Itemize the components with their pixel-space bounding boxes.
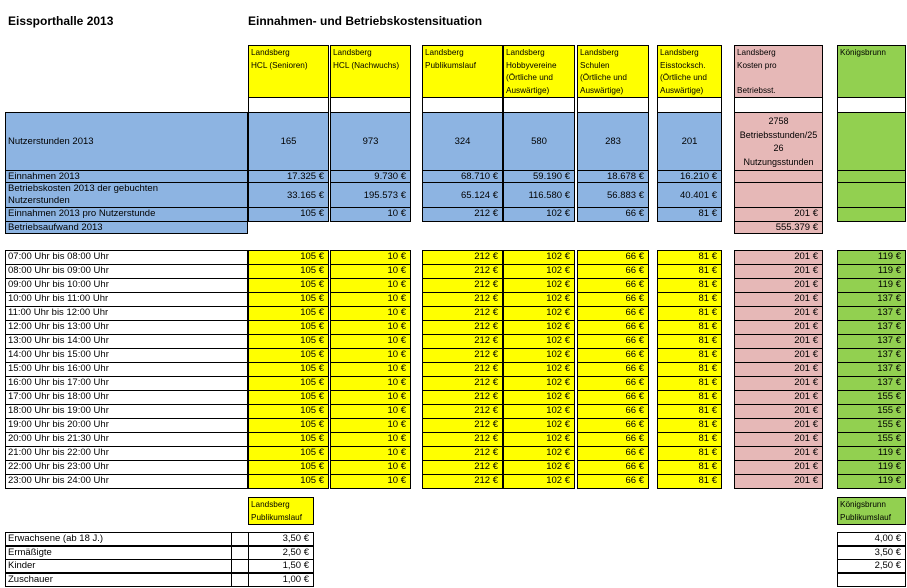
hour-value: 10 €	[330, 432, 411, 447]
hour-label: 11:00 Uhr bis 12:00 Uhr	[5, 306, 248, 321]
price-label: Erwachsene (ab 18 J.)	[5, 532, 232, 546]
hour-kosten: 201 €	[734, 446, 823, 461]
hour-value: 66 €	[577, 278, 649, 293]
hour-label: 07:00 Uhr bis 08:00 Uhr	[5, 250, 248, 265]
hour-value: 10 €	[330, 348, 411, 363]
hour-value: 212 €	[422, 306, 503, 321]
row-label-betriebskosten: Betriebskosten 2013 der gebuchten Nutzerstunden	[5, 182, 248, 208]
hour-label: 14:00 Uhr bis 15:00 Uhr	[5, 348, 248, 363]
hour-koenigsbrunn: 137 €	[837, 320, 906, 335]
einnahmen-value: 16.210 €	[657, 170, 722, 183]
hour-value: 105 €	[248, 348, 329, 363]
hour-koenigsbrunn: 119 €	[837, 278, 906, 293]
hour-value: 102 €	[503, 348, 575, 363]
hour-value: 81 €	[657, 278, 722, 293]
hour-value: 105 €	[248, 418, 329, 433]
hour-value: 212 €	[422, 264, 503, 279]
pro-stunde-value: 102 €	[503, 207, 575, 222]
hour-value: 105 €	[248, 390, 329, 405]
hour-value: 10 €	[330, 334, 411, 349]
hour-koenigsbrunn: 119 €	[837, 474, 906, 489]
column-header: Königsbrunn	[837, 45, 906, 98]
nutzerstunden-value: 283	[577, 112, 649, 171]
pro-stunde-value: 10 €	[330, 207, 411, 222]
hour-value: 105 €	[248, 278, 329, 293]
hour-value: 66 €	[577, 432, 649, 447]
column-header: Landsberg HCL (Nachwuchs)	[330, 45, 411, 98]
hour-value: 105 €	[248, 446, 329, 461]
hour-value: 81 €	[657, 432, 722, 447]
hour-koenigsbrunn: 155 €	[837, 432, 906, 447]
price-gap	[231, 573, 249, 587]
row-label-aufwand: Betriebsaufwand 2013	[5, 221, 248, 234]
hour-value: 105 €	[248, 320, 329, 335]
pro-stunde-value: 81 €	[657, 207, 722, 222]
hour-value: 10 €	[330, 390, 411, 405]
hour-label: 17:00 Uhr bis 18:00 Uhr	[5, 390, 248, 405]
hour-kosten: 201 €	[734, 320, 823, 335]
hour-value: 66 €	[577, 334, 649, 349]
hour-value: 212 €	[422, 474, 503, 489]
column-header: Landsberg Hobbyvereine (Örtliche und Auswärtige)	[503, 45, 575, 98]
hour-value: 212 €	[422, 250, 503, 265]
hour-kosten: 201 €	[734, 432, 823, 447]
hour-value: 102 €	[503, 446, 575, 461]
hour-koenigsbrunn: 119 €	[837, 264, 906, 279]
hour-value: 102 €	[503, 292, 575, 307]
hour-value: 10 €	[330, 376, 411, 391]
hour-value: 105 €	[248, 264, 329, 279]
nutzerstunden-value: 165	[248, 112, 329, 171]
hour-koenigsbrunn: 137 €	[837, 306, 906, 321]
hour-koenigsbrunn: 137 €	[837, 334, 906, 349]
hour-value: 66 €	[577, 320, 649, 335]
row-label-einnahmen: Einnahmen 2013	[5, 170, 248, 183]
betriebskosten-value: 33.165 €	[248, 182, 329, 208]
hour-value: 105 €	[248, 292, 329, 307]
aufwand-kosten: 555.379 €	[734, 221, 823, 234]
hour-label: 10:00 Uhr bis 11:00 Uhr	[5, 292, 248, 307]
hour-value: 81 €	[657, 292, 722, 307]
column-header: Landsberg Publikumslauf	[422, 45, 503, 98]
koenigsbrunn-empty	[837, 112, 906, 171]
hour-kosten: 201 €	[734, 264, 823, 279]
hour-value: 102 €	[503, 264, 575, 279]
hour-value: 81 €	[657, 404, 722, 419]
price-landsberg: 1,00 €	[248, 573, 314, 587]
hour-value: 212 €	[422, 390, 503, 405]
hour-kosten: 201 €	[734, 334, 823, 349]
header-spacer-cell	[837, 97, 906, 113]
hour-label: 08:00 Uhr bis 09:00 Uhr	[5, 264, 248, 279]
header-spacer-cell	[503, 97, 575, 113]
column-header: Landsberg Eisstocksch. (Örtliche und Auswärtige)	[657, 45, 722, 98]
einnahmen-value: 68.710 €	[422, 170, 503, 183]
hour-value: 66 €	[577, 348, 649, 363]
hour-value: 10 €	[330, 250, 411, 265]
hour-label: 13:00 Uhr bis 14:00 Uhr	[5, 334, 248, 349]
einnahmen-value: 17.325 €	[248, 170, 329, 183]
einnahmen-value: 18.678 €	[577, 170, 649, 183]
hour-value: 81 €	[657, 334, 722, 349]
column-header: Landsberg HCL (Senioren)	[248, 45, 329, 98]
einnahmen-value: 9.730 €	[330, 170, 411, 183]
hour-value: 212 €	[422, 418, 503, 433]
hour-label: 19:00 Uhr bis 20:00 Uhr	[5, 418, 248, 433]
hour-value: 10 €	[330, 446, 411, 461]
hour-value: 102 €	[503, 306, 575, 321]
nutzerstunden-value: 973	[330, 112, 411, 171]
hour-value: 66 €	[577, 250, 649, 265]
price-label: Kinder	[5, 559, 232, 573]
hour-value: 81 €	[657, 306, 722, 321]
header-spacer-cell	[330, 97, 411, 113]
hour-koenigsbrunn: 119 €	[837, 250, 906, 265]
hour-value: 66 €	[577, 474, 649, 489]
hour-value: 212 €	[422, 334, 503, 349]
hour-value: 102 €	[503, 250, 575, 265]
hour-value: 66 €	[577, 404, 649, 419]
hour-value: 212 €	[422, 432, 503, 447]
sheet-title: Eissporthalle 2013	[8, 14, 114, 28]
nutzerstunden-kosten: 2758 Betriebsstunden/25 26 Nutzungsstunden	[734, 112, 823, 171]
betriebskosten-value: 195.573 €	[330, 182, 411, 208]
hour-value: 10 €	[330, 320, 411, 335]
hour-value: 81 €	[657, 264, 722, 279]
betriebskosten-value: 116.580 €	[503, 182, 575, 208]
hour-value: 105 €	[248, 404, 329, 419]
hour-koenigsbrunn: 119 €	[837, 446, 906, 461]
pro-stunde-value: 105 €	[248, 207, 329, 222]
price-gap	[231, 546, 249, 560]
einnahmen-value: 59.190 €	[503, 170, 575, 183]
price-gap	[231, 559, 249, 573]
hour-value: 212 €	[422, 404, 503, 419]
hour-value: 66 €	[577, 460, 649, 475]
hour-value: 10 €	[330, 306, 411, 321]
hour-value: 10 €	[330, 460, 411, 475]
hour-value: 102 €	[503, 390, 575, 405]
koenigsbrunn-empty	[837, 207, 906, 222]
hour-value: 212 €	[422, 460, 503, 475]
hour-kosten: 201 €	[734, 278, 823, 293]
pro-stunde-value: 66 €	[577, 207, 649, 222]
price-landsberg: 2,50 €	[248, 546, 314, 560]
hour-value: 10 €	[330, 362, 411, 377]
hour-value: 81 €	[657, 446, 722, 461]
hour-value: 81 €	[657, 348, 722, 363]
hour-value: 10 €	[330, 474, 411, 489]
hour-value: 81 €	[657, 460, 722, 475]
hour-label: 23:00 Uhr bis 24:00 Uhr	[5, 474, 248, 489]
hour-koenigsbrunn: 137 €	[837, 362, 906, 377]
nutzerstunden-value: 201	[657, 112, 722, 171]
header-spacer-cell	[657, 97, 722, 113]
hour-koenigsbrunn: 137 €	[837, 348, 906, 363]
hour-label: 20:00 Uhr bis 21:30 Uhr	[5, 432, 248, 447]
hour-label: 16:00 Uhr bis 17:00 Uhr	[5, 376, 248, 391]
hour-label: 21:00 Uhr bis 22:00 Uhr	[5, 446, 248, 461]
hour-value: 81 €	[657, 320, 722, 335]
hour-kosten: 201 €	[734, 390, 823, 405]
hour-value: 102 €	[503, 432, 575, 447]
hour-value: 10 €	[330, 264, 411, 279]
sheet-subtitle: Einnahmen- und Betriebskostensituation	[248, 14, 483, 28]
hour-value: 81 €	[657, 474, 722, 489]
hour-value: 212 €	[422, 292, 503, 307]
hour-value: 81 €	[657, 250, 722, 265]
column-header: Landsberg Schulen (Örtliche und Auswärtige)	[577, 45, 649, 98]
hour-value: 212 €	[422, 278, 503, 293]
hour-value: 102 €	[503, 418, 575, 433]
hour-value: 81 €	[657, 362, 722, 377]
hour-value: 105 €	[248, 250, 329, 265]
hour-label: 12:00 Uhr bis 13:00 Uhr	[5, 320, 248, 335]
hour-value: 212 €	[422, 348, 503, 363]
hour-value: 212 €	[422, 362, 503, 377]
hour-value: 105 €	[248, 306, 329, 321]
hour-value: 81 €	[657, 390, 722, 405]
hour-value: 105 €	[248, 460, 329, 475]
row-label-pro-stunde: Einnahmen 2013 pro Nutzerstunde	[5, 207, 248, 222]
hour-kosten: 201 €	[734, 418, 823, 433]
header-spacer-cell	[248, 97, 329, 113]
hour-koenigsbrunn: 155 €	[837, 418, 906, 433]
price-label: Ermäßigte	[5, 546, 232, 560]
price-landsberg: 3,50 €	[248, 532, 314, 546]
price-gap	[231, 532, 249, 546]
hour-value: 81 €	[657, 376, 722, 391]
hour-value: 66 €	[577, 446, 649, 461]
hour-value: 102 €	[503, 320, 575, 335]
price-koenigsbrunn: 2,50 €	[837, 559, 906, 573]
hour-kosten: 201 €	[734, 250, 823, 265]
betriebskosten-value: 65.124 €	[422, 182, 503, 208]
hour-value: 66 €	[577, 306, 649, 321]
hour-value: 102 €	[503, 362, 575, 377]
hour-value: 66 €	[577, 362, 649, 377]
column-header: Landsberg Kosten pro Betriebsst.	[734, 45, 823, 98]
hour-kosten: 201 €	[734, 474, 823, 489]
pro-stunde-value: 212 €	[422, 207, 503, 222]
price-koenigsbrunn: 4,00 €	[837, 532, 906, 546]
hour-value: 102 €	[503, 334, 575, 349]
hour-koenigsbrunn: 137 €	[837, 376, 906, 391]
hour-kosten: 201 €	[734, 348, 823, 363]
hour-value: 102 €	[503, 474, 575, 489]
hour-value: 102 €	[503, 278, 575, 293]
hour-value: 66 €	[577, 418, 649, 433]
hour-value: 212 €	[422, 376, 503, 391]
kosten-empty	[734, 182, 823, 208]
hour-value: 66 €	[577, 376, 649, 391]
hour-label: 09:00 Uhr bis 10:00 Uhr	[5, 278, 248, 293]
hour-value: 10 €	[330, 404, 411, 419]
pro-stunde-kosten: 201 €	[734, 207, 823, 222]
hour-value: 105 €	[248, 334, 329, 349]
hour-value: 10 €	[330, 278, 411, 293]
hour-value: 212 €	[422, 320, 503, 335]
hour-value: 105 €	[248, 432, 329, 447]
hour-value: 10 €	[330, 418, 411, 433]
nutzerstunden-value: 324	[422, 112, 503, 171]
hour-value: 10 €	[330, 292, 411, 307]
hour-value: 102 €	[503, 460, 575, 475]
hour-kosten: 201 €	[734, 404, 823, 419]
hour-kosten: 201 €	[734, 460, 823, 475]
hour-value: 66 €	[577, 390, 649, 405]
header-spacer-cell	[577, 97, 649, 113]
hour-label: 18:00 Uhr bis 19:00 Uhr	[5, 404, 248, 419]
hour-value: 212 €	[422, 446, 503, 461]
hour-kosten: 201 €	[734, 292, 823, 307]
hour-value: 102 €	[503, 376, 575, 391]
hour-koenigsbrunn: 155 €	[837, 390, 906, 405]
hour-koenigsbrunn: 155 €	[837, 404, 906, 419]
hour-value: 66 €	[577, 292, 649, 307]
hour-value: 81 €	[657, 418, 722, 433]
hour-kosten: 201 €	[734, 376, 823, 391]
price-header-koenigsbrunn: Königsbrunn Publikumslauf	[837, 497, 906, 525]
koenigsbrunn-empty	[837, 182, 906, 208]
hour-label: 22:00 Uhr bis 23:00 Uhr	[5, 460, 248, 475]
hour-koenigsbrunn: 137 €	[837, 292, 906, 307]
betriebskosten-value: 56.883 €	[577, 182, 649, 208]
hour-kosten: 201 €	[734, 362, 823, 377]
betriebskosten-value: 40.401 €	[657, 182, 722, 208]
hour-value: 105 €	[248, 376, 329, 391]
hour-kosten: 201 €	[734, 306, 823, 321]
hour-value: 102 €	[503, 404, 575, 419]
hour-value: 66 €	[577, 264, 649, 279]
price-koenigsbrunn: 3,50 €	[837, 546, 906, 560]
hour-label: 15:00 Uhr bis 16:00 Uhr	[5, 362, 248, 377]
price-landsberg: 1,50 €	[248, 559, 314, 573]
price-koenigsbrunn	[837, 573, 906, 587]
price-label: Zuschauer	[5, 573, 232, 587]
header-spacer-cell	[734, 97, 823, 113]
hour-value: 105 €	[248, 362, 329, 377]
hour-koenigsbrunn: 119 €	[837, 460, 906, 475]
hour-value: 105 €	[248, 474, 329, 489]
price-header-landsberg: Landsberg Publikumslauf	[248, 497, 314, 525]
row-label-nutzerstunden: Nutzerstunden 2013	[5, 112, 248, 171]
nutzerstunden-value: 580	[503, 112, 575, 171]
header-spacer-cell	[422, 97, 503, 113]
